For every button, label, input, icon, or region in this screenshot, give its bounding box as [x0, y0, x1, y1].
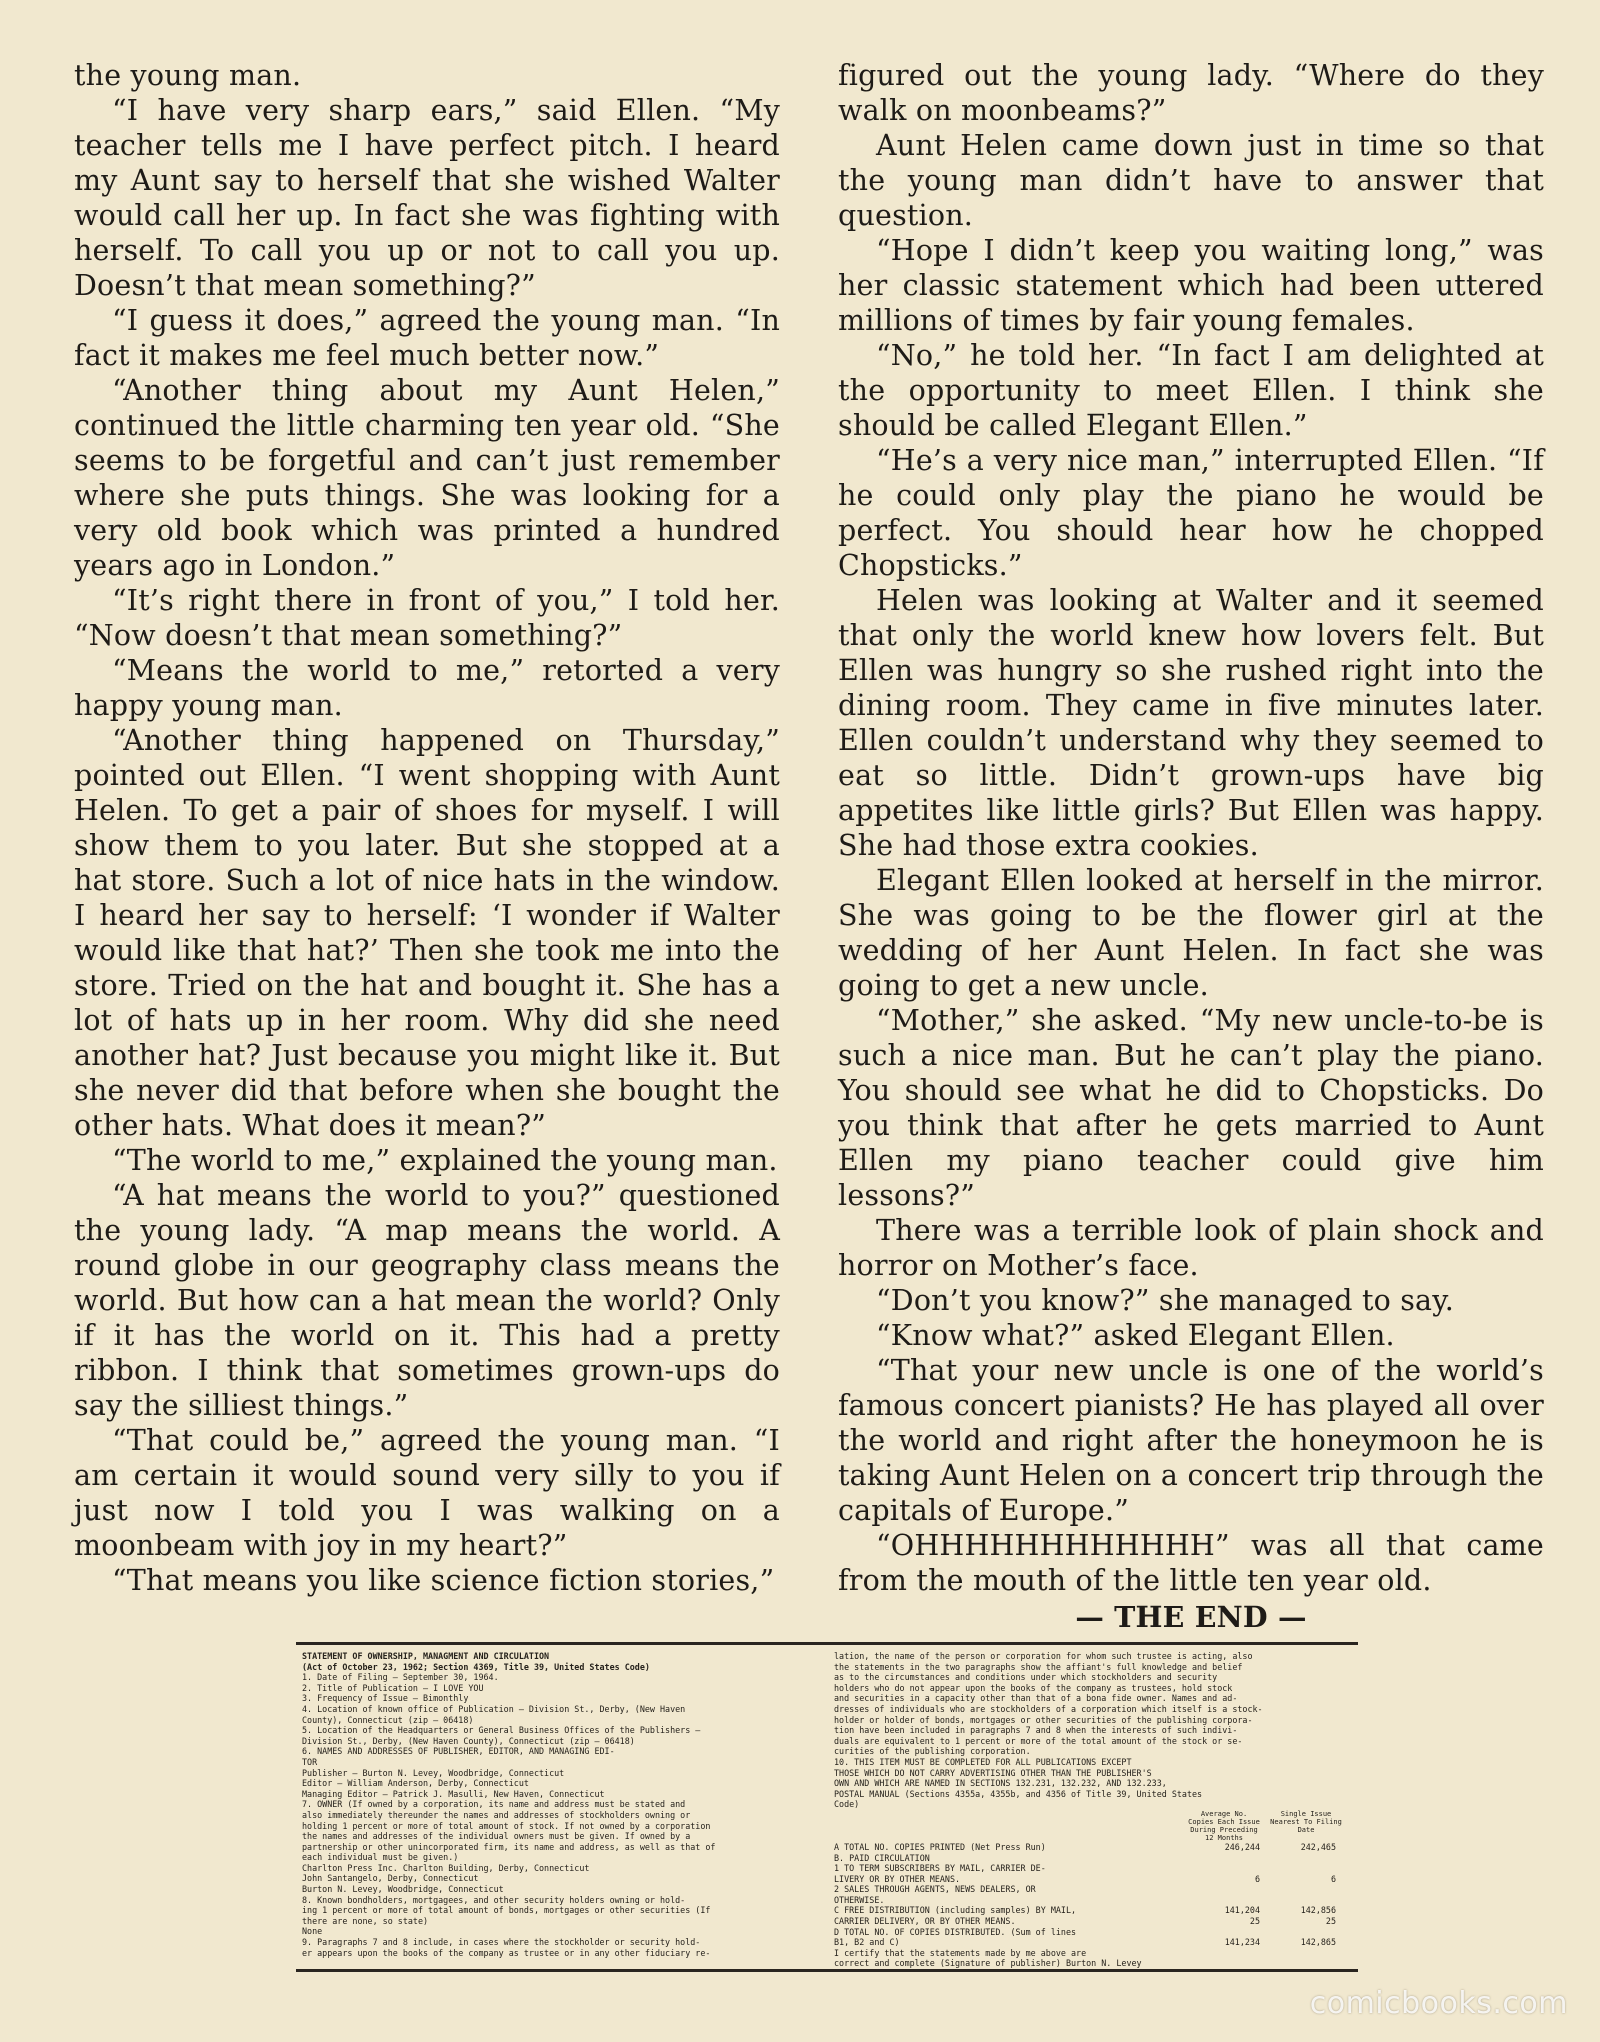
circulation-row [834, 1863, 1342, 1874]
story-paragraph: “A hat means the world to you?” questioned the young lady. “A map means the world. A round globe in our geography class means the world. But how can a hat mean the world? Only if it has the world on it. This had a pretty ribbon. I think that sometimes grown-ups do say the silliest things.” [74, 1179, 780, 1422]
statement-line: holders who do not appear upon the books of the company as trustees, hold stock [834, 1682, 1233, 1693]
story-left-column [74, 58, 780, 1598]
circulation-row [834, 1937, 1342, 1948]
circulation-label: CARRIER DELIVERY, OR BY OTHER MEANS. [834, 1916, 1016, 1927]
story-paragraph: “No,” he told her. “In fact I am delighted at the opportunity to meet Ellen. I think she should be called Elegant Ellen.” [838, 339, 1544, 442]
ownership-statement-left-column [302, 1651, 810, 1958]
circulation-row [834, 1842, 1342, 1853]
circulation-label: correct and complete (Signature of publisher) Burton N. Levey [834, 1958, 1142, 1969]
statement-line: 3. Frequency of Issue — Bimonthly [302, 1693, 469, 1704]
statement-line: also immediately thereunder the names and addresses of stockholders owning or [302, 1809, 691, 1820]
circulation-row [834, 1874, 1342, 1885]
story-paragraph: “It’s right there in front of you,” I told her. “Now doesn’t that mean something?” [74, 584, 780, 652]
story-paragraph: “I guess it does,” agreed the young man. “In fact it makes me feel much better now.” [74, 304, 780, 372]
story-paragraph: “I have very sharp ears,” said Ellen. “My teacher tells me I have perfect pitch. I heard my Aunt say to herself that she wished Walter would call her up. In fact she was fighting with herself. To call you up or not to call you up. Doesn’t that mean something?” [74, 94, 780, 302]
statement-line: 2. Title of Publication — I LOVE YOU [302, 1682, 484, 1693]
story-paragraph: “Another thing happened on Thursday,” pointed out Ellen. “I went shopping with Aunt Helen. To get a pair of shoes for myself. I will show them to you later. But she stopped at a hat store. Such a lot of nice hats in the window. I heard her say to herself: ‘I wonder if Walter would like that hat?’ Then she took me into the store. Tried on the hat and bought it. She has a lot of hats up in her room. Why did she need another hat? Just because you might like it. But she never did that before when she bought the other hats. What does it mean?” [74, 724, 780, 1142]
story-paragraph: “Don’t you know?” she managed to say. [876, 1284, 1455, 1317]
statement-line: dresses of individuals who are stockholders of a corporation which itself is a stock- [834, 1703, 1263, 1714]
statement-line: Code) [834, 1799, 860, 1810]
statement-line: 5. Location of the Headquarters or General Business Offices of the Publishers — [302, 1725, 701, 1736]
statement-line: TOR [302, 1756, 318, 1767]
story-right-column [838, 58, 1544, 1635]
circulation-label: OTHERWISE. [834, 1894, 885, 1905]
statement-line: Publisher — Burton N. Levey, Woodbridge, Connecticut [302, 1767, 565, 1778]
statement-line: ing 1 percent or more of total amount of bonds, mortgages or other securities (If [302, 1905, 711, 1916]
statement-line: holding 1 percent or more of total amount of stock. If not owned by a corporation [302, 1820, 711, 1831]
circulation-value: 6 [1330, 1873, 1336, 1884]
story-paragraph: “He’s a very nice man,” interrupted Ellen. “If he could only play the piano he would be perfect. You should hear how he chopped Chopsticks.” [838, 444, 1544, 582]
story-paragraph: “That means you like science fiction stories,” [112, 1564, 775, 1597]
statement-line: 10. THIS ITEM MUST BE COMPLETED FOR ALL PUBLICATIONS EXCEPT [834, 1756, 1132, 1767]
circulation-value [1184, 1863, 1260, 1874]
statement-line: there are none, so state) [302, 1915, 429, 1926]
watermark: comicbooks.com [1309, 1986, 1568, 2021]
circulation-value: 142,865 [1300, 1937, 1336, 1948]
circulation-label: B1, B2 and C) [834, 1937, 900, 1948]
statement-line: Charlton Press Inc. Charlton Building, Derby, Connecticut [302, 1862, 590, 1873]
story-paragraph: “Mother,” she asked. “My new uncle-to-be is such a nice man. But he can’t play the piano. You should see what he did to Chopsticks. Do you think that after he gets married to Aunt Ellen my piano teacher could give him lessons?” [838, 1004, 1544, 1212]
story-paragraph: Aunt Helen came down just in time so that the young man didn’t have to answer that question. [838, 129, 1544, 232]
circulation-value: 242,465 [1300, 1841, 1336, 1852]
story-paragraph: “The world to me,” explained the young man. [112, 1144, 778, 1177]
statement-line: John Santangelo, Derby, Connecticut [302, 1873, 479, 1884]
circulation-row [834, 1884, 1342, 1895]
circulation-value: 25 [1325, 1916, 1336, 1927]
circulation-value: 141,204 [1224, 1905, 1260, 1916]
statement-line: 6. NAMES AND ADDRESSES OF PUBLISHER, EDITOR, AND MANAGING EDI- [302, 1746, 615, 1757]
story-paragraph: Helen was looking at Walter and it seemed that only the world knew how lovers felt. But Ellen was hungry so she rushed right into the dining room. They came in five minutes later. Ellen couldn’t understand why they seemed to eat so little. Didn’t grown-ups have big appetites like little girls? But Ellen was happy. She had those extra cookies. [838, 584, 1544, 862]
story-paragraph: Elegant Ellen looked at herself in the mirror. She was going to be the flower girl at the wedding of her Aunt Helen. In fact she was going to get a new uncle. [838, 864, 1544, 1002]
circulation-value: 6 [1254, 1873, 1260, 1884]
circulation-label: LIVERY OR BY OTHER MEANS. [834, 1873, 961, 1884]
story-paragraph: the young man. [74, 59, 302, 92]
statement-line: Managing Editor — Patrick J. Masulli, New Haven, Connecticut [302, 1788, 605, 1799]
circulation-value [1184, 1853, 1260, 1864]
statement-line: the statements in the two paragraphs show the affiant's full knowledge and belief [834, 1661, 1243, 1672]
statement-line: 9. Paragraphs 7 and 8 include, in cases where the stockholder or security hold- [302, 1937, 701, 1948]
circulation-value [1260, 1853, 1336, 1864]
statement-line: curities of the publishing corporation. [834, 1746, 1031, 1757]
circulation-value: 25 [1249, 1916, 1260, 1927]
story-paragraph: “OHHHHHHHHHHHH” was all that came from the mouth of the little ten year old. [838, 1529, 1544, 1597]
ownership-statement [296, 1642, 1358, 1972]
circulation-value [1260, 1958, 1336, 1969]
circulation-row [834, 1916, 1342, 1927]
story-paragraph: There was a terrible look of plain shock and horror on Mother’s face. [838, 1214, 1544, 1282]
statement-line: None [302, 1926, 323, 1937]
circulation-row [834, 1958, 1342, 1969]
circulation-value [1184, 1927, 1260, 1938]
circulation-label: D TOTAL NO. OF COPIES DISTRIBUTED. (Sum of lines [834, 1926, 1077, 1937]
story-paragraph: “Another thing about my Aunt Helen,” continued the little charming ten year old. “She seems to be forgetful and can’t just remember where she puts things. She was looking for a very old book which was printed a hundred years ago in London.” [74, 374, 780, 582]
circulation-value [1184, 1958, 1260, 1969]
statement-line: tion have been included in paragraphs 7 and 8 when the interests of such indivi- [834, 1725, 1238, 1736]
circulation-value [1184, 1895, 1260, 1906]
circulation-label: 2 SALES THROUGH AGENTS, NEWS DEALERS, OR [834, 1884, 1036, 1895]
circulation-row [834, 1927, 1342, 1938]
statement-line: 7. OWNER (If owned by a corporation, its name and address must be stated and [302, 1799, 686, 1810]
statement-line: 1. Date of Filing — September 30, 1964. [302, 1672, 499, 1683]
circulation-value: 141,234 [1224, 1937, 1260, 1948]
circulation-value [1260, 1863, 1336, 1874]
statement-line: 4. Location of known office of Publication — Division St., Derby, (New Haven [302, 1703, 686, 1714]
statement-line: County), Connecticut (zip — 06418) [302, 1714, 474, 1725]
statement-line: the names and addresses of the individual owners must be given. If owned by a [302, 1831, 691, 1842]
statement-line: lation, the name of the person or corporation for whom such trustee is acting, also [834, 1651, 1253, 1661]
circulation-label: A TOTAL NO. COPIES PRINTED (Net Press Run) [834, 1841, 1046, 1852]
statement-line: Division St., Derby, (New Haven County), Connecticut (zip — 06418) [302, 1735, 635, 1746]
statement-line: (Act of October 23, 1962; Section 4369, Title 39, United States Code) [302, 1661, 650, 1672]
circulation-value [1260, 1895, 1336, 1906]
story-paragraph: “That your new uncle is one of the world’s famous concert pianists? He has played all over the world and right after the honeymoon he is taking Aunt Helen on a concert trip through the capitals of Europe.” [838, 1354, 1544, 1527]
circulation-label: 1 TO TERM SUBSCRIBERS BY MAIL, CARRIER DE- [834, 1863, 1046, 1874]
circulation-row [834, 1895, 1342, 1906]
statement-line: as to the circumstances and conditions under which stockholders and security [834, 1672, 1218, 1683]
ownership-statement-right-column [834, 1651, 1342, 1969]
circulation-row [834, 1905, 1342, 1916]
circulation-column-headers [834, 1810, 1342, 1842]
story-paragraph: figured out the young lady. “Where do they walk on moonbeams?” [838, 59, 1544, 127]
circulation-column-header: Average No. Copies Each Issue During Preceding 12 Months [1188, 1809, 1260, 1842]
circulation-column-header: Single Issue Nearest To Filing Date [1270, 1809, 1342, 1834]
statement-line: each individual must be given.) [302, 1852, 459, 1863]
statement-line: Burton N. Levey, Woodbridge, Connecticut [302, 1884, 504, 1895]
circulation-row [834, 1853, 1342, 1864]
story-paragraph: “Hope I didn’t keep you waiting long,” was her classic statement which had been uttered millions of times by fair young females. [838, 234, 1544, 337]
circulation-value [1184, 1884, 1260, 1895]
circulation-value: 142,856 [1300, 1905, 1336, 1916]
statement-line: er appears upon the books of the company as trustee or in any other fiduciary re- [302, 1947, 711, 1958]
statement-line: STATEMENT OF OWNERSHIP, MANAGMENT AND CIRCULATION [302, 1651, 550, 1661]
circulation-label: B. PAID CIRCULATION [834, 1852, 930, 1863]
circulation-row [834, 1948, 1342, 1959]
circulation-value [1260, 1948, 1336, 1959]
story-paragraph: “Means the world to me,” retorted a very happy young man. [74, 654, 780, 722]
statement-line: 8. Known bondholders, mortgagees, and other security holders owning or hold- [302, 1894, 686, 1905]
story-paragraph: “That could be,” agreed the young man. “I am certain it would sound very silly to you if just now I told you I was walking on a moonbeam with joy in my heart?” [74, 1424, 780, 1562]
statement-line: partnership or other unincorporated firm, its name and address, as well as that of [302, 1841, 716, 1852]
circulation-label: C FREE DISTRIBUTION (including samples) BY MAIL, [834, 1905, 1077, 1916]
statement-line: duals are equivalent to 1 percent or more of the total amount of the stock or se- [834, 1735, 1243, 1746]
statement-line: OWN AND WHICH ARE NAMED IN SECTIONS 132.231, 132.232, AND 132.233, [834, 1778, 1167, 1789]
statement-line: THOSE WHICH DO NOT CARRY ADVERTISING OTHER THAN THE PUBLISHER'S [834, 1767, 1152, 1778]
the-end-label: — THE END — [1075, 1600, 1307, 1634]
circulation-label: I certify that the statements made by me above are [834, 1947, 1087, 1958]
statement-line: and securities in a capacity other than that of a bona fide owner. Names and ad- [834, 1693, 1238, 1704]
circulation-value [1184, 1948, 1260, 1959]
statement-line: POSTAL MANUAL (Sections 4355a, 4355b, and 4356 of Title 39, United States [834, 1788, 1203, 1799]
circulation-value [1260, 1884, 1336, 1895]
circulation-value: 246,244 [1224, 1841, 1260, 1852]
statement-line: holder or holder of bonds, mortgages or other securities of the publishing corpora- [834, 1714, 1253, 1725]
story-paragraph: “Know what?” asked Elegant Ellen. [876, 1319, 1395, 1352]
statement-line: Editor — William Anderson, Derby, Connecticut [302, 1778, 529, 1789]
circulation-value [1260, 1927, 1336, 1938]
